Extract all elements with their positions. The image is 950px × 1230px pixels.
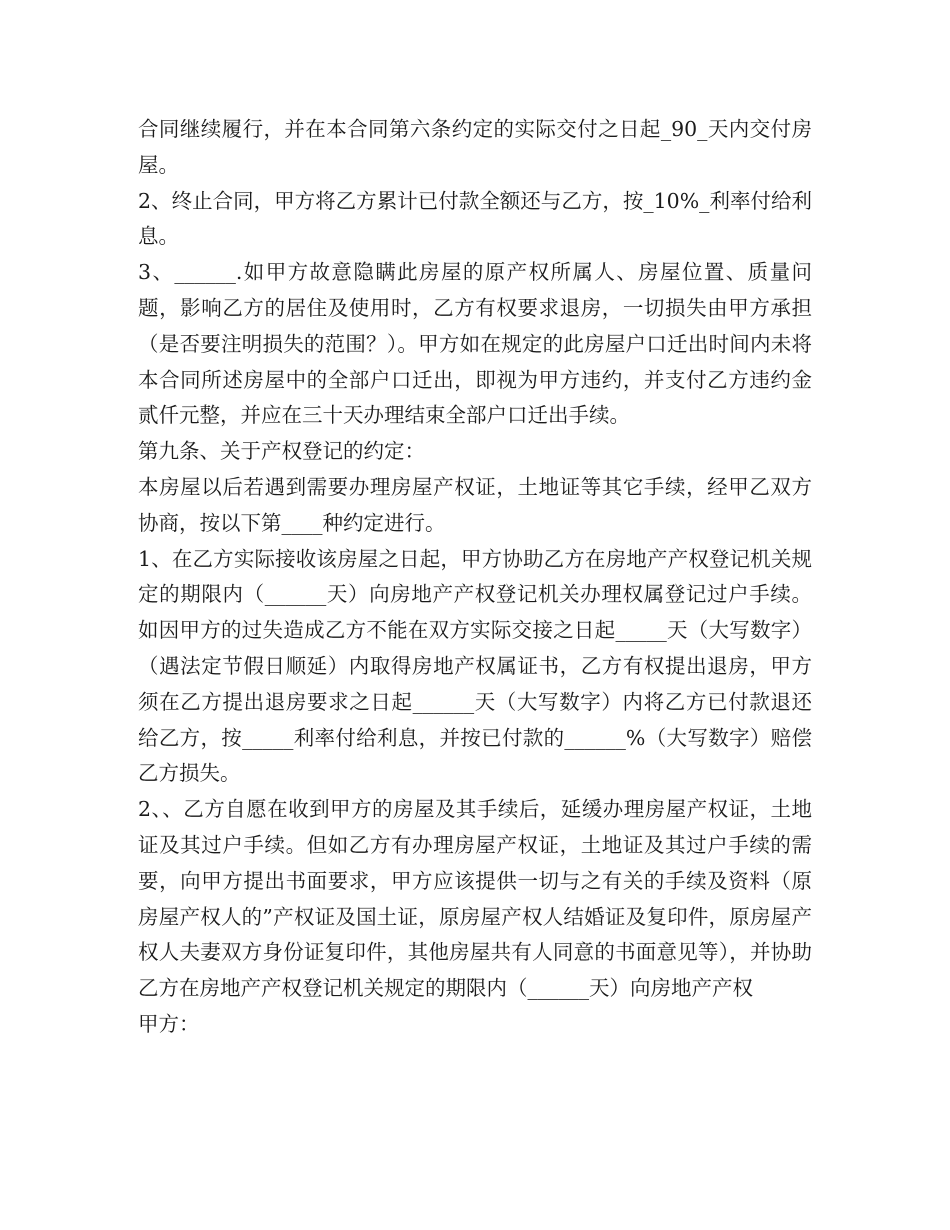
paragraph-concealment-clause: 3、______.如甲方故意隐瞒此房屋的原产权所属人、房屋位置、质量问题，影响乙方的居住及使用时，乙方有权要求退房，一切损失由甲方承担（是否要注明损失的范围？）。甲方如在规定的此房屋户口迁出时间内未将本合同所述房屋中的全部户口迁出，即视为甲方违约，并支付乙方违约金贰仟元整，并应在三十天办理结束全部户口迁出手续。 <box>138 260 812 428</box>
paragraph-contract-continue: 合同继续履行，并在本合同第六条约定的实际交付之日起_90_天内交付房屋。 <box>138 117 812 177</box>
paragraph-terminate-contract: 2、终止合同，甲方将乙方累计已付款全额还与乙方，按_10%_利率付给利息。 <box>138 188 812 249</box>
paragraph-registration-option-1: 1、在乙方实际接收该房屋之日起，甲方协助乙方在房地产产权登记机关规定的期限内（______天）向房地产产权登记机关办理权属登记过户手续。如因甲方的过失造成乙方不能在双方实际交接之日起_____天（大写数字）（遇法定节假日顺延）内取得房地产权属证书，乙方有权提出退房，甲方须在乙方提出退房要求之日起______天（大写数字）内将乙方已付款退还给乙方，按_____利率付给利息，并按已付款的______%（大写数字）赔偿乙方损失。 <box>138 546 812 786</box>
section-heading-article-nine: 第九条、关于产权登记的约定： <box>138 439 425 464</box>
signature-party-a-label: 甲方： <box>138 1011 200 1036</box>
paragraph-registration-intro: 本房屋以后若遇到需要办理房屋产权证，土地证等其它手续，经甲乙双方协商，按以下第____种约定进行。 <box>138 474 812 535</box>
paragraph-registration-option-2: 2、、乙方自愿在收到甲方的房屋及其手续后，延缓办理房屋产权证，土地证及其过户手续。但如乙方有办理房屋产权证，土地证及其过户手续的需要，向甲方提出书面要求，甲方应该提供一切与之有关的手续及资料（原房屋产权人的”产权证及国土证，原房屋产权人结婚证及复印件，原房屋产权人夫妻双方身份证复印件，其他房屋共有人同意的书面意见等），并协助乙方在房地产产权登记机关规定的期限内（______天）向房地产产权 <box>138 797 812 1001</box>
document-body <box>138 112 812 1043</box>
